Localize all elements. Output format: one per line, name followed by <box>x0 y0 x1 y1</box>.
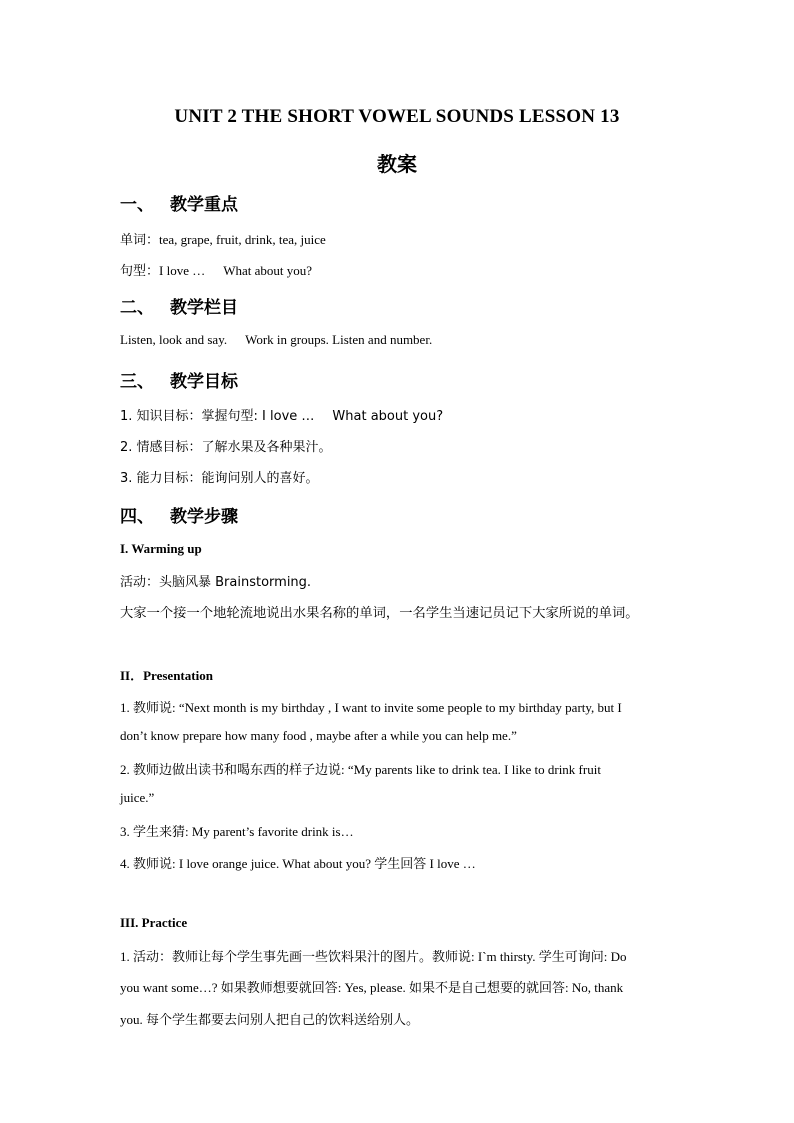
vocabulary-line <box>120 229 326 248</box>
practice-line: you. 每个学生都要去问别人把自己的饮料送给别人。 <box>120 1012 420 1027</box>
practice-line: you want some…? 如果教师想要就回答: Yes, please. 如果不是自己想要的就回答: No, thank <box>120 980 624 995</box>
lesson-columns-text: Listen, look and say. <box>120 332 228 347</box>
presentation-line: 3. 学生来猜: My parent’s favorite drink is… <box>120 824 354 839</box>
section-number: 一、 <box>120 195 154 215</box>
section-heading-4 <box>120 502 238 527</box>
objective-line-2: 2. 情感目标：了解水果及各种果汁。 <box>120 440 332 455</box>
presentation-line: 4. 教师说: I love orange juice. What about you? 学生回答 I love … <box>120 856 476 871</box>
warming-up-title: I. Warming up <box>120 541 202 556</box>
vocabulary-text: tea, grape, fruit, drink, tea, juice <box>159 232 326 247</box>
section-number: 三、 <box>120 372 154 392</box>
section-heading-2 <box>120 293 238 318</box>
section-title: 教学步骤 <box>170 507 238 527</box>
objective-text: 1. 知识目标：掌握句型: I love … <box>120 409 315 424</box>
sentence-pattern-text-2: What about you? <box>223 263 313 278</box>
practice-title: III. Practice <box>120 915 188 930</box>
practice-line: 1. 活动：教师让每个学生事先画一些饮料果汁的图片。教师说: I`m thirsty. 学生可询问: Do <box>120 949 627 964</box>
warming-up-activity: 活动：头脑风暴 Brainstorming. <box>120 575 312 590</box>
vocabulary-label: 单词： <box>120 233 160 248</box>
document-title: UNIT 2 THE SHORT VOWEL SOUNDS LESSON 13 <box>174 106 620 127</box>
section-heading-3 <box>120 367 238 392</box>
warming-up-description: 大家一个接一个地轮流地说出水果名称的单词，一名学生当速记员记下大家所说的单词。 <box>120 606 639 621</box>
section-number: 四、 <box>120 507 154 527</box>
presentation-line: 2. 教师边做出读书和喝东西的样子边说: “My parents like to drink tea. I like to drink fruit <box>120 762 601 777</box>
sentence-pattern-label: 句型： <box>120 264 160 279</box>
lesson-columns-text-2: Work in groups. Listen and number. <box>245 332 433 347</box>
presentation-line: don’t know prepare how many food , maybe after a while you can help me.” <box>120 728 517 743</box>
section-title: 教学重点 <box>170 195 238 215</box>
objective-line-3: 3. 能力目标：能询问别人的喜好。 <box>120 471 319 486</box>
sentence-pattern-text: I love … <box>159 263 206 278</box>
section-heading-1 <box>120 190 238 215</box>
section-title: 教学栏目 <box>170 298 238 318</box>
presentation-line: 1. 教师说: “Next month is my birthday , I want to invite some people to my birthday party, but I <box>120 700 622 715</box>
presentation-title: II．Presentation <box>120 668 213 683</box>
objective-text-2: What about you? <box>332 409 444 424</box>
section-title: 教学目标 <box>170 372 238 392</box>
sentence-pattern-line <box>120 260 312 279</box>
objective-line-1 <box>120 405 443 424</box>
document-subtitle: 教案 <box>377 152 417 176</box>
section-number: 二、 <box>120 298 154 318</box>
presentation-line: juice.” <box>120 790 155 805</box>
lesson-columns-line <box>120 332 432 348</box>
